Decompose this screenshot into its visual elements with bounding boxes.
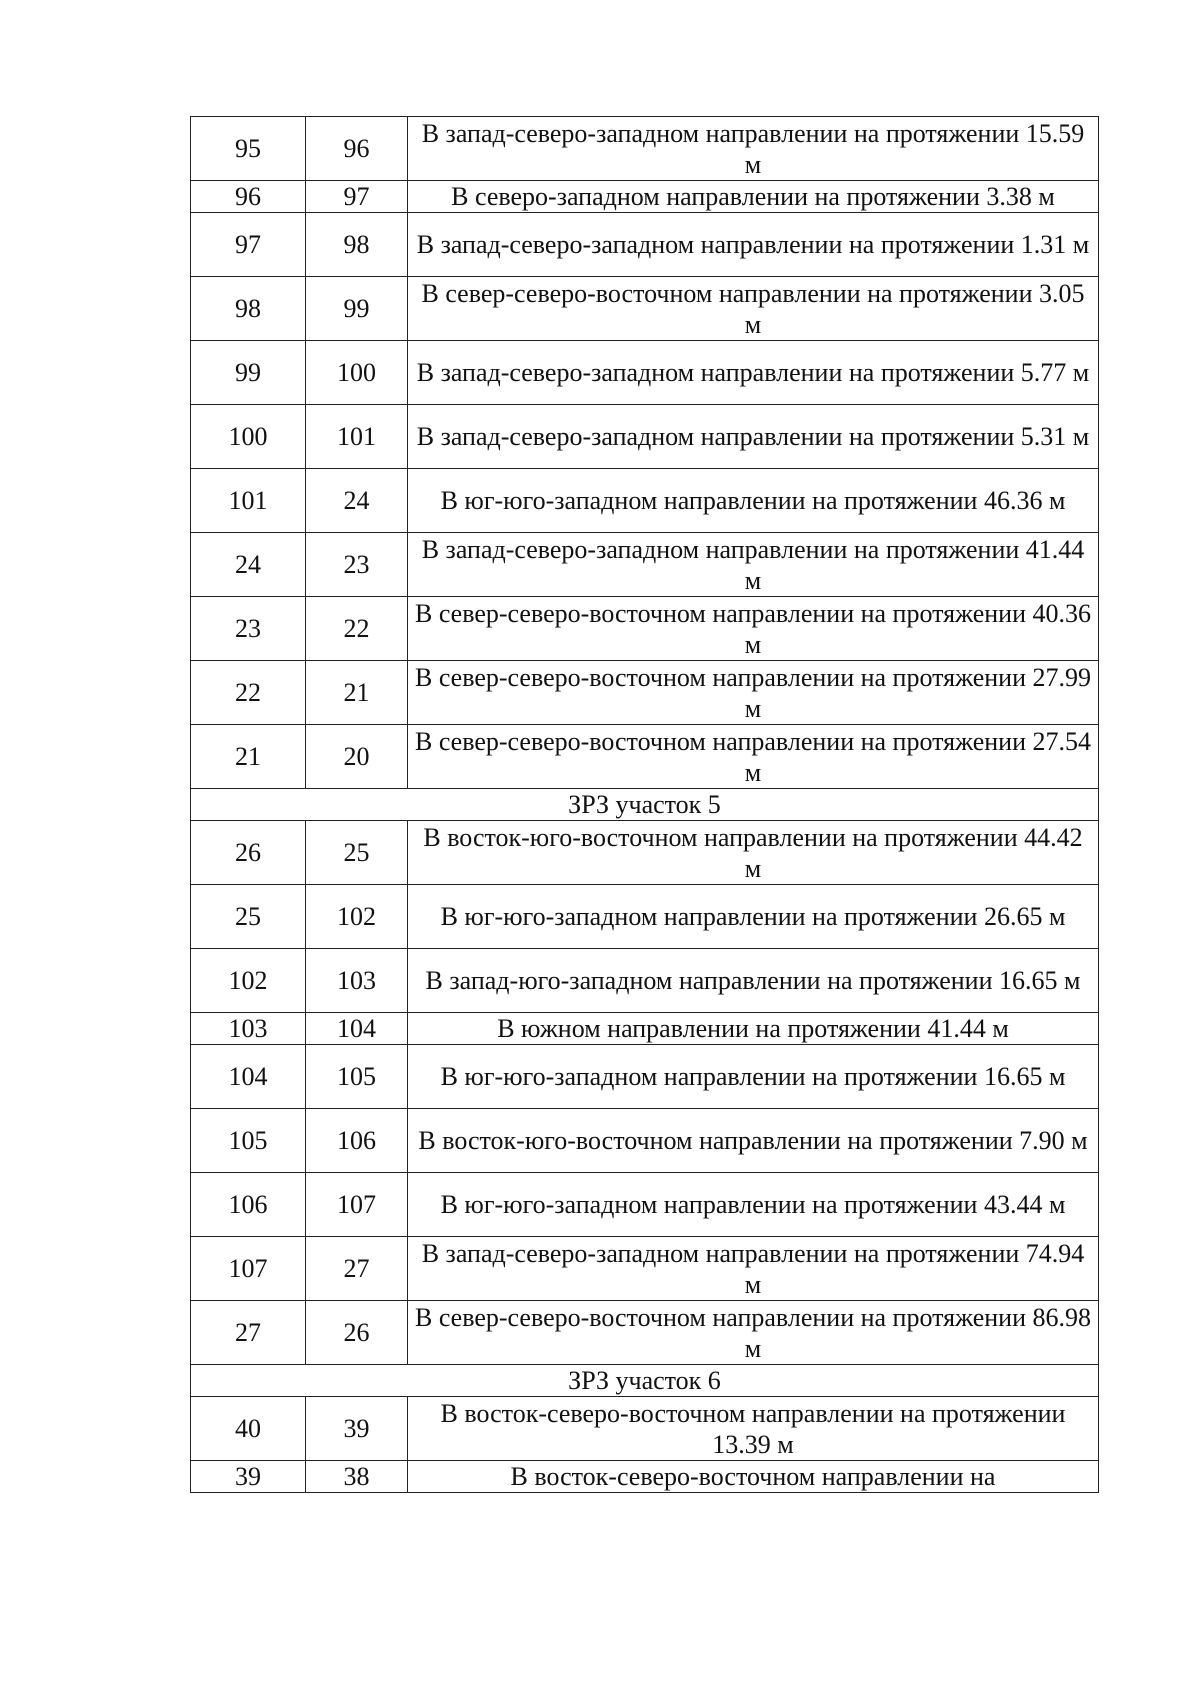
table-row [191,885,1099,949]
table-row [191,181,1099,213]
table-row [191,949,1099,1013]
direction-description-cell: В северо-западном направлении на протяжении 3.38 м [408,181,1099,213]
point-to-cell: 39 [306,1397,408,1461]
direction-description-cell: В юг-юго-западном направлении на протяжении 16.65 м [408,1045,1099,1109]
point-to-cell: 27 [306,1237,408,1301]
table-row [191,533,1099,597]
direction-description-cell: В запад-юго-западном направлении на протяжении 16.65 м [408,949,1099,1013]
direction-description-cell: В юг-юго-западном направлении на протяжении 46.36 м [408,469,1099,533]
direction-description-cell: В север-северо-восточном направлении на протяжении 27.54 м [408,725,1099,789]
point-from-cell: 27 [191,1301,306,1365]
point-from-cell: 102 [191,949,306,1013]
direction-description-cell: В запад-северо-западном направлении на протяжении 5.77 м [408,341,1099,405]
point-from-cell: 98 [191,277,306,341]
table-row [191,1237,1099,1301]
table-row [191,469,1099,533]
table-row [191,341,1099,405]
point-to-cell: 102 [306,885,408,949]
table-row [191,725,1099,789]
point-from-cell: 95 [191,117,306,181]
section-header-row [191,789,1099,821]
direction-description-cell: В запад-северо-западном направлении на протяжении 41.44 м [408,533,1099,597]
point-from-cell: 105 [191,1109,306,1173]
direction-description-cell: В запад-северо-западном направлении на протяжении 5.31 м [408,405,1099,469]
direction-description-cell: В север-северо-восточном направлении на протяжении 27.99 м [408,661,1099,725]
point-from-cell: 24 [191,533,306,597]
boundary-table-body [191,117,1099,1493]
point-to-cell: 23 [306,533,408,597]
table-row [191,1461,1099,1493]
section-header-row [191,1365,1099,1397]
section-title: ЗРЗ участок 5 [191,789,1099,821]
point-to-cell: 107 [306,1173,408,1237]
direction-description-cell: В север-северо-восточном направлении на протяжении 3.05 м [408,277,1099,341]
table-row [191,1045,1099,1109]
direction-description-cell: В восток-юго-восточном направлении на протяжении 44.42 м [408,821,1099,885]
point-from-cell: 26 [191,821,306,885]
point-to-cell: 24 [306,469,408,533]
point-to-cell: 100 [306,341,408,405]
table-row [191,597,1099,661]
point-from-cell: 39 [191,1461,306,1493]
point-from-cell: 101 [191,469,306,533]
point-from-cell: 100 [191,405,306,469]
table-row [191,117,1099,181]
table-row [191,1397,1099,1461]
point-to-cell: 96 [306,117,408,181]
table-row [191,1173,1099,1237]
direction-description-cell: В юг-юго-западном направлении на протяжении 26.65 м [408,885,1099,949]
point-from-cell: 25 [191,885,306,949]
direction-description-cell: В восток-северо-восточном направлении на протяжении 13.39 м [408,1397,1099,1461]
direction-description-cell: В север-северо-восточном направлении на протяжении 86.98 м [408,1301,1099,1365]
table-row [191,1301,1099,1365]
section-title: ЗРЗ участок 6 [191,1365,1099,1397]
direction-description-cell: В южном направлении на протяжении 41.44 м [408,1013,1099,1045]
direction-description-cell: В восток-северо-восточном направлении на [408,1461,1099,1493]
direction-description-cell: В запад-северо-западном направлении на протяжении 1.31 м [408,213,1099,277]
point-from-cell: 40 [191,1397,306,1461]
table-row [191,405,1099,469]
point-to-cell: 20 [306,725,408,789]
boundary-table [190,116,1099,1493]
point-from-cell: 99 [191,341,306,405]
point-from-cell: 21 [191,725,306,789]
point-to-cell: 22 [306,597,408,661]
point-to-cell: 98 [306,213,408,277]
table-row [191,1013,1099,1045]
point-to-cell: 106 [306,1109,408,1173]
point-to-cell: 25 [306,821,408,885]
point-to-cell: 101 [306,405,408,469]
point-from-cell: 104 [191,1045,306,1109]
table-row [191,277,1099,341]
direction-description-cell: В запад-северо-западном направлении на протяжении 15.59 м [408,117,1099,181]
point-from-cell: 103 [191,1013,306,1045]
point-to-cell: 99 [306,277,408,341]
point-from-cell: 22 [191,661,306,725]
table-row [191,821,1099,885]
point-from-cell: 96 [191,181,306,213]
point-to-cell: 26 [306,1301,408,1365]
point-to-cell: 103 [306,949,408,1013]
point-to-cell: 105 [306,1045,408,1109]
point-from-cell: 23 [191,597,306,661]
point-from-cell: 97 [191,213,306,277]
direction-description-cell: В юг-юго-западном направлении на протяжении 43.44 м [408,1173,1099,1237]
table-row [191,1109,1099,1173]
table-row [191,661,1099,725]
point-to-cell: 97 [306,181,408,213]
point-from-cell: 107 [191,1237,306,1301]
table-row [191,213,1099,277]
direction-description-cell: В восток-юго-восточном направлении на протяжении 7.90 м [408,1109,1099,1173]
point-to-cell: 104 [306,1013,408,1045]
point-to-cell: 38 [306,1461,408,1493]
point-to-cell: 21 [306,661,408,725]
direction-description-cell: В север-северо-восточном направлении на протяжении 40.36 м [408,597,1099,661]
point-from-cell: 106 [191,1173,306,1237]
direction-description-cell: В запад-северо-западном направлении на протяжении 74.94 м [408,1237,1099,1301]
